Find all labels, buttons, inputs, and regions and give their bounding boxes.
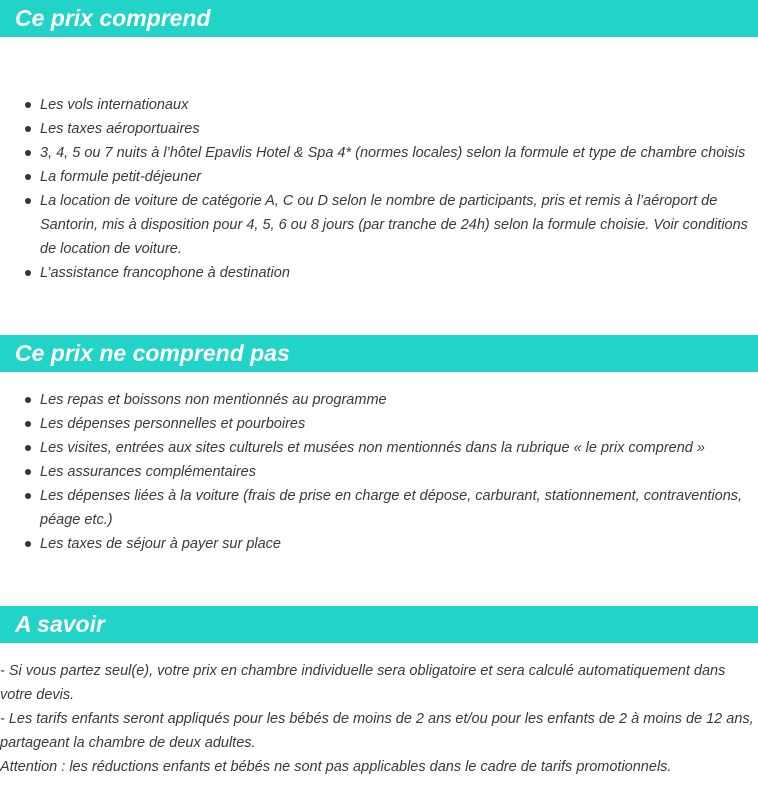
list-item [0, 189, 758, 261]
list-item-text: L’assistance francophone à destination [40, 265, 290, 281]
list-item-text: Les taxes de séjour à payer sur place [40, 536, 281, 552]
list-item-text: Les dépenses personnelles et pourboires [40, 416, 306, 432]
list-item [0, 93, 758, 117]
list-item [0, 165, 758, 189]
includes-header [0, 0, 758, 37]
list-item-text: Les dépenses liées à la voiture (frais de prise en charge et dépose, carburant, stationnement, contraventions, péage etc.) [40, 488, 743, 528]
bullet-icon [25, 102, 31, 108]
list-item-text: Les assurances complémentaires [40, 464, 256, 480]
bullet-icon [25, 469, 31, 475]
bullet-icon [25, 541, 31, 547]
info-line: - Si vous partez seul(e), votre prix en chambre individuelle sera obligatoire et sera calculé automatiquement dans votre devis. [0, 663, 726, 703]
bullet-icon [25, 445, 31, 451]
list-item-text: Les visites, entrées aux sites culturels et musées non mentionnés dans la rubrique « le prix comprend » [40, 440, 705, 456]
list-item-text: 3, 4, 5 ou 7 nuits à l’hôtel Epavlis Hotel & Spa 4* (normes locales) selon la formule et type de chambre choisis [40, 145, 746, 161]
list-item [0, 532, 758, 556]
info-header [0, 606, 758, 643]
excludes-list [0, 388, 758, 556]
info-title: A savoir [15, 611, 105, 637]
list-item-text: Les taxes aéroportuaires [40, 121, 200, 137]
bullet-icon [25, 150, 31, 156]
info-line: Attention : les réductions enfants et bébés ne sont pas applicables dans le cadre de tarifs promotionnels. [0, 759, 672, 775]
list-item [0, 117, 758, 141]
list-item-text: La location de voiture de catégorie A, C ou D selon le nombre de participants, pris et remis à l’aéroport de Santorin, mis à disposition pour 4, 5, 6 ou 8 jours (par tranche de 24h) selon la formule choisie. Voir conditions de location de voiture. [40, 193, 748, 257]
list-item [0, 412, 758, 436]
excludes-title: Ce prix ne comprend pas [15, 340, 290, 366]
info-notes [0, 659, 758, 779]
includes-list [0, 93, 758, 285]
bullet-icon [25, 174, 31, 180]
list-item [0, 141, 758, 165]
list-item [0, 261, 758, 285]
list-item [0, 436, 758, 460]
bullet-icon [25, 126, 31, 132]
info-line: - Les tarifs enfants seront appliqués pour les bébés de moins de 2 ans et/ou pour les enfants de 2 à moins de 12 ans, partageant la chambre de deux adultes. [0, 711, 754, 751]
list-item [0, 484, 758, 532]
list-item [0, 388, 758, 412]
list-item-text: Les vols internationaux [40, 97, 189, 113]
excludes-header [0, 335, 758, 372]
bullet-icon [25, 198, 31, 204]
list-item-text: La formule petit-déjeuner [40, 169, 202, 185]
bullet-icon [25, 493, 31, 499]
list-item [0, 460, 758, 484]
bullet-icon [25, 270, 31, 276]
list-item-text: Les repas et boissons non mentionnés au programme [40, 392, 387, 408]
includes-title: Ce prix comprend [15, 5, 211, 31]
bullet-icon [25, 397, 31, 403]
bullet-icon [25, 421, 31, 427]
